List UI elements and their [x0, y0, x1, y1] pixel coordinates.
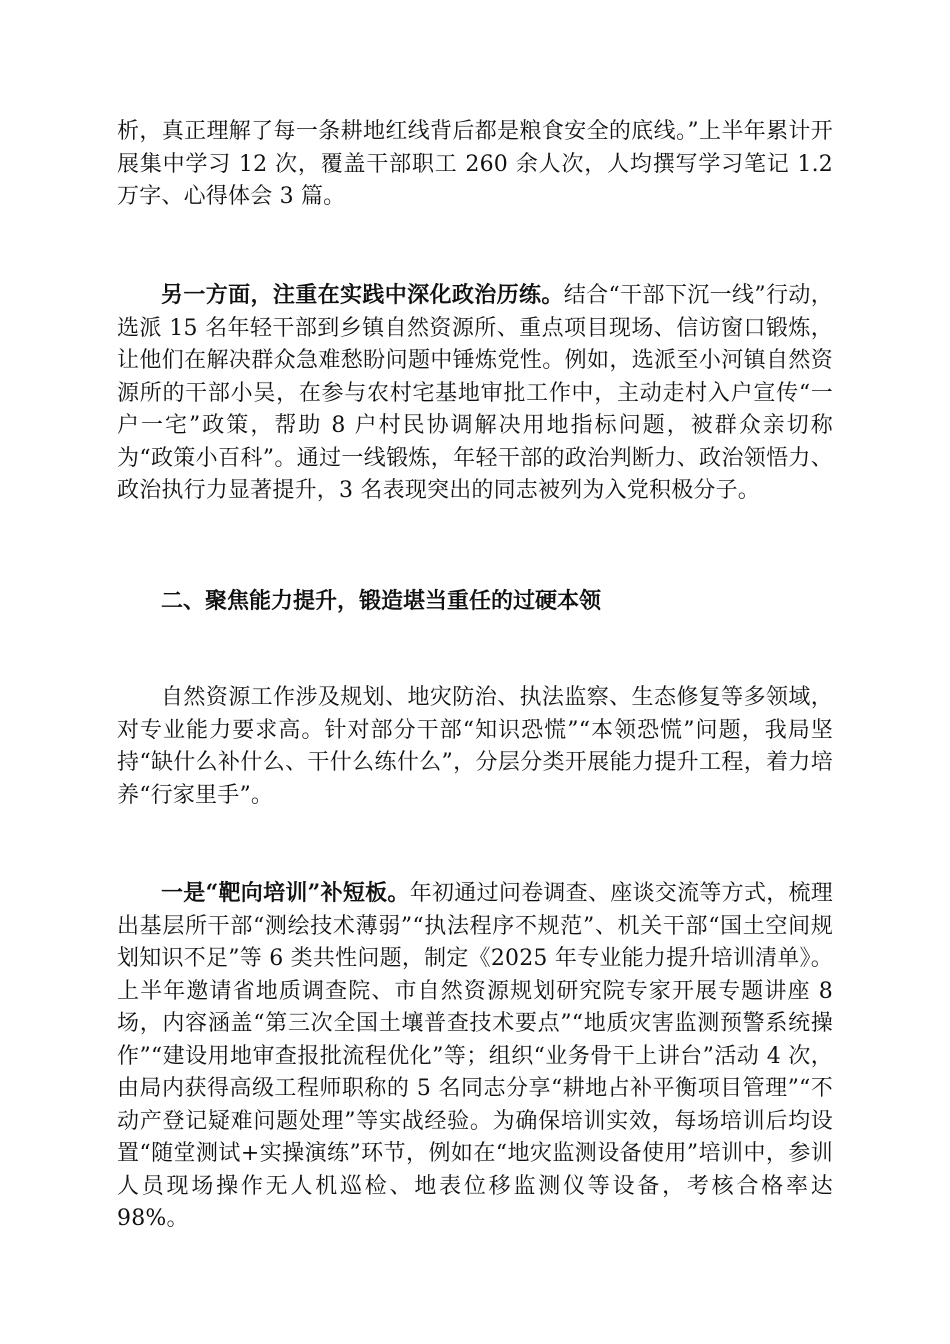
paragraph-text: 析，真正理解了每一条耕地红线背后都是粮食安全的底线。”上半年累计开展集中学习 12 次，覆盖干部职工 260 余人次，人均撰写学习笔记 1.2 万字、心得体会 3 篇。 — [117, 119, 833, 209]
paragraph-practice — [117, 279, 833, 508]
paragraph-text: 年初通过问卷调查、座谈交流等方式，梳理出基层所干部“测绘技术薄弱”“执法程序不规范”、机关干部“国土空间规划知识不足”等 6 类共性问题，制定《2025 年专业能力提升培训清单》。上半年邀请省地质调查院、市自然资源规划研究院专家开展专题讲座 8 场，内容涵盖“第三次全国土壤普查技术要点”“地质灾害监测预警系统操作”“建设用地审查报批流程优化”等；组织“业务骨干上讲台”活动 4 次，由局内获得高级工程师职称的 5 名同志分享“耕地占补平衡项目管理”“不动产登记疑难问题处理”等实战经验。为确保培训实效，每场培训后均设置“随堂测试+实操演练”环节，例如在“地灾监测设备使用”培训中，参训人员现场操作无人机巡检、地表位移监测仪等设备，考核合格率达 98%。 — [117, 881, 833, 1231]
paragraph-lead: 另一方面，注重在实践中深化政治历练。 — [161, 282, 564, 308]
section-heading: 二、聚焦能力提升，锻造堪当重任的过硬本领 — [161, 589, 602, 614]
paragraph-capability-intro — [117, 682, 833, 812]
paragraph-targeted-training — [117, 877, 833, 1236]
paragraph-lead: 一是“靶向培训”补短板。 — [161, 880, 410, 906]
paragraph-text: 自然资源工作涉及规划、地灾防治、执法监察、生态修复等多领域，对专业能力要求高。针对部分干部“知识恐慌”“本领恐慌”问题，我局坚持“缺什么补什么、干什么练什么”，分层分类开展能力提升工程，着力培养“行家里手”。 — [117, 685, 833, 808]
paragraph-study-summary — [117, 116, 833, 214]
paragraph-text: 结合“干部下沉一线”行动，选派 15 名年轻干部到乡镇自然资源所、重点项目现场、信访窗口锻炼，让他们在解决群众急难愁盼问题中锤炼党性。例如，选派至小河镇自然资源所的干部小吴，在参与农村宅基地审批工作中，主动走村入户宣传“一户一宅”政策，帮助 8 户村民协调解决用地指标问题，被群众亲切称为“政策小百科”。通过一线锻炼，年轻干部的政治判断力、政治领悟力、政治执行力显著提升，3 名表现突出的同志被列为入党积极分子。 — [117, 283, 833, 503]
